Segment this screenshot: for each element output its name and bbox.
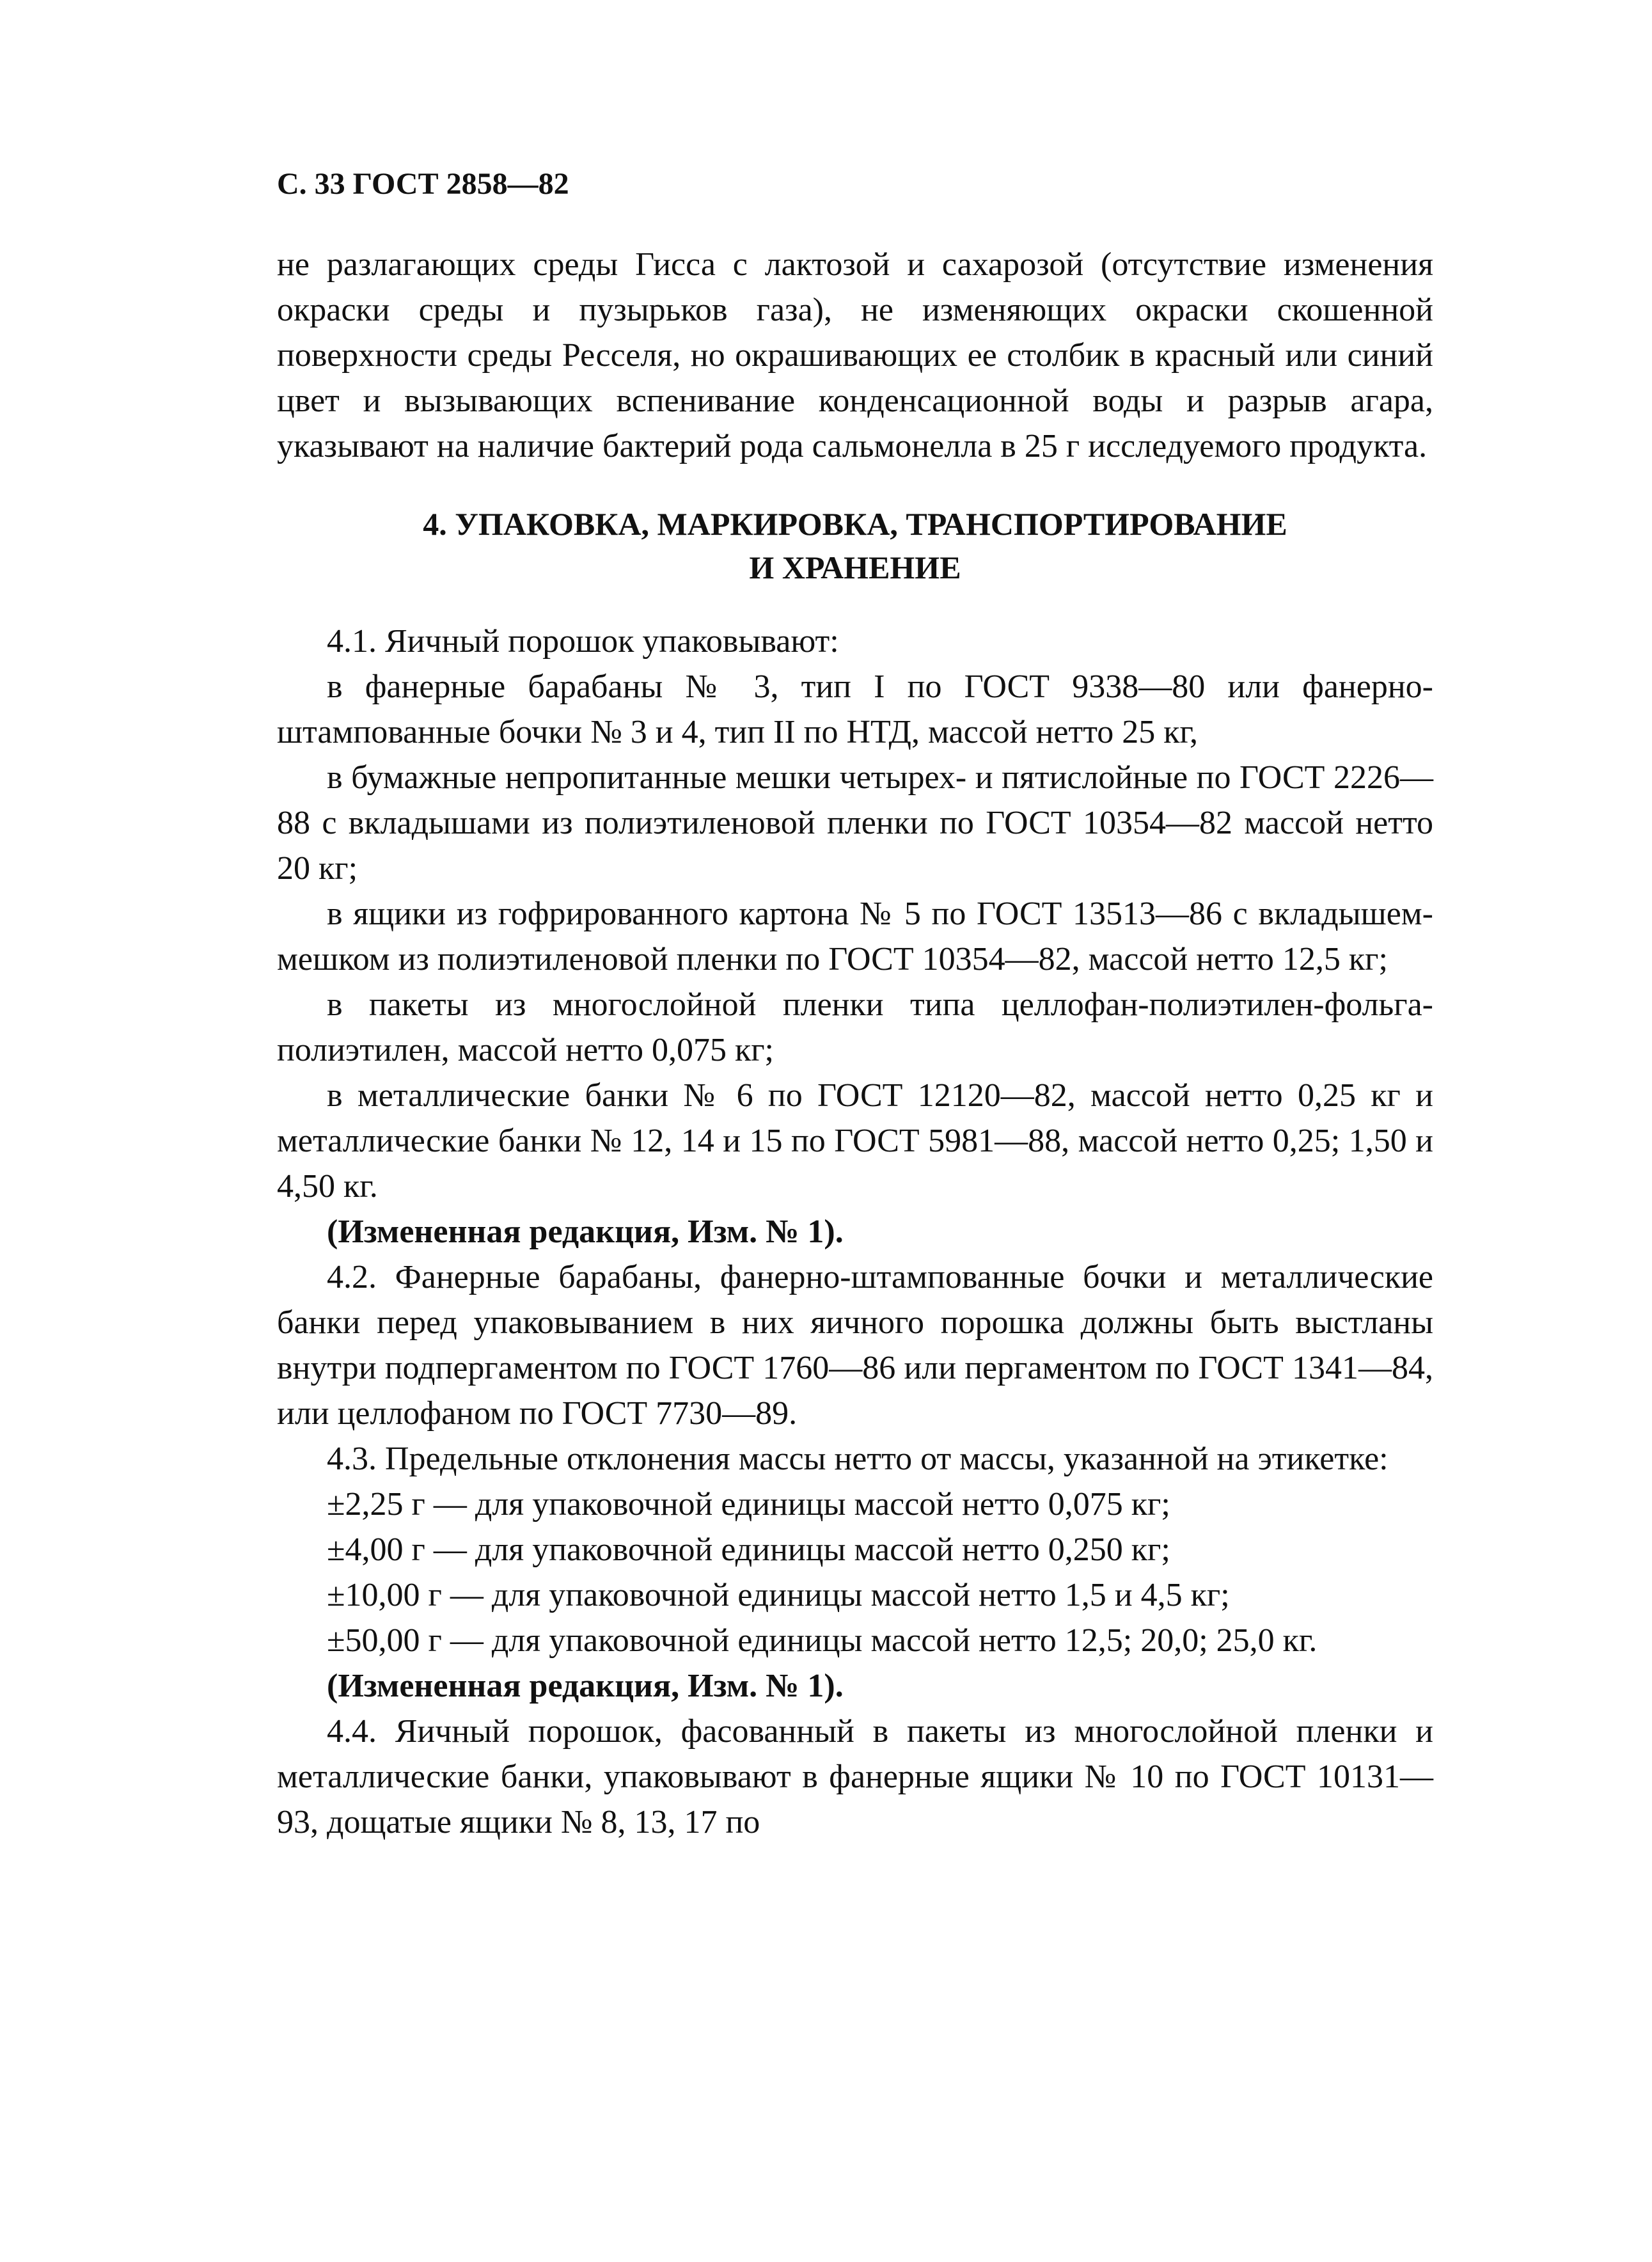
clause-4-1-amendment-note: (Измененная редакция, Изм. № 1).: [327, 1214, 844, 1250]
section-title: [277, 502, 1433, 589]
intro-paragraph: не разлагающих среды Гисса с лактозой и сахарозой (отсутствие изменения окраски среды и пузырьков газа), не изменяющих окраски скошенной поверхности среды Ресселя, но окрашивающих ее столбик в красный или синий цвет и вызывающих вспенивание конденсационной воды и разрыв агара, указывают на наличие бактерий рода сальмонелла в 25 г исследуемого продукта.: [277, 246, 1433, 464]
clause-4-1-item: в пакеты из многослойной пленки типа целлофан-полиэтилен-фольга-полиэтилен, массой нетто 0,075 кг;: [277, 986, 1433, 1068]
clause-4-3-tolerance-item: ±2,25 г — для упаковочной единицы массой нетто 0,075 кг;: [327, 1486, 1170, 1522]
clause-4-4: 4.4. Яичный порошок, фасованный в пакеты из многослойной пленки и металлические банки, упаковывают в фанерные ящики № 10 по ГОСТ 10131—93, дощатые ящики № 8, 13, 17 по: [277, 1713, 1433, 1840]
clause-4-3-tolerance-item: ±50,00 г — для упаковочной единицы массой нетто 12,5; 20,0; 25,0 кг.: [327, 1622, 1318, 1659]
clause-4-3-lead: 4.3. Предельные отклонения массы нетто от массы, указанной на этикетке:: [327, 1441, 1388, 1477]
clause-4-3-tolerance-item: ±10,00 г — для упаковочной единицы массой нетто 1,5 и 4,5 кг;: [327, 1577, 1230, 1613]
clause-4-1-item: в бумажные непропитанные мешки четырех- и пятислойные по ГОСТ 2226—88 с вкладышами из полиэтиленовой пленки по ГОСТ 10354—82 массой нетто 20 кг;: [277, 759, 1433, 887]
section-title-line-2: И ХРАНЕНИЕ: [749, 550, 961, 585]
clause-4-2: 4.2. Фанерные барабаны, фанерно-штампованные бочки и металлические банки перед упаковыванием в них яичного порошка должны быть выстланы внутри подпергаментом по ГОСТ 1760—86 или пергаментом по ГОСТ 1341—84, или целлофаном по ГОСТ 7730—89.: [277, 1259, 1433, 1432]
section-title-line-1: 4. УПАКОВКА, МАРКИРОВКА, ТРАНСПОРТИРОВАНИЕ: [423, 506, 1287, 542]
page-header: С. 33 ГОСТ 2858—82: [277, 167, 569, 201]
clause-4-1-item: в ящики из гофрированного картона № 5 по ГОСТ 13513—86 с вкладышем-мешком из полиэтиленовой пленки по ГОСТ 10354—82, массой нетто 12,5 кг;: [277, 896, 1433, 977]
clause-4-1-item: в металлические банки № 6 по ГОСТ 12120—82, массой нетто 0,25 кг и металлические банки № 12, 14 и 15 по ГОСТ 5981—88, массой нетто 0,25; 1,50 и 4,50 кг.: [277, 1077, 1433, 1205]
clause-4-3-tolerance-item: ±4,00 г — для упаковочной единицы массой нетто 0,250 кг;: [327, 1531, 1170, 1568]
clause-4-1-lead: 4.1. Яичный порошок упаковывают:: [327, 623, 839, 660]
page-content: [277, 165, 1433, 1845]
clause-4-1-item: в фанерные барабаны № 3, тип I по ГОСТ 9338—80 или фанерно-штампованные бочки № 3 и 4, тип II по НТД, массой нетто 25 кг,: [277, 668, 1433, 750]
clause-4-3-amendment-note: (Измененная редакция, Изм. № 1).: [327, 1668, 844, 1704]
